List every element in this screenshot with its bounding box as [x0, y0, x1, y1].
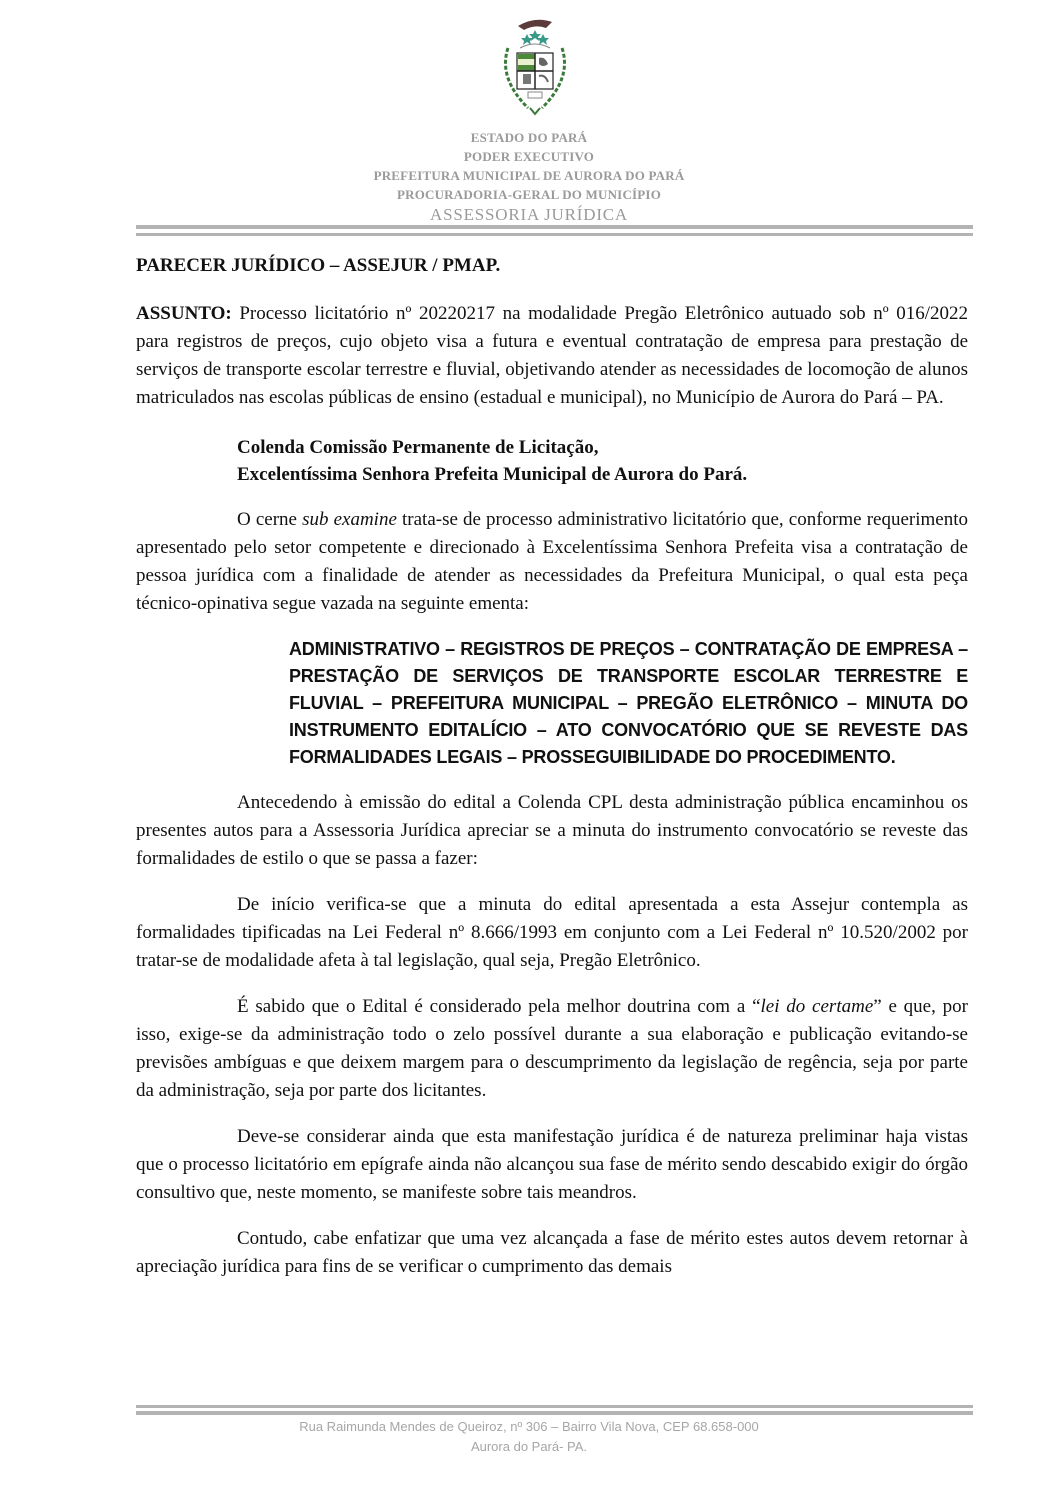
subject-text: Processo licitatório nº 20220217 na modalidade Pregão Eletrônico autuado sob nº 016/2022 para registros de preços, cujo objeto visa a futura e eventual contratação de empresa para prestação de serviços de transporte escolar terrestre e fluvial, objetivando atender as necessidades de locomoção de alunos matriculados nas escolas públicas de ensino (estadual e municipal), no Município de Aurora do Pará – PA. [136, 303, 968, 408]
ementa-block: ADMINISTRATIVO – REGISTROS DE PREÇOS – CONTRATAÇÃO DE EMPRESA – PRESTAÇÃO DE SERVIÇOS DE TRANSPORTE ESCOLAR TERRESTRE E FLUVIAL – PREFEITURA MUNICIPAL – PREGÃO ELETRÔNICO – MINUTA DO INSTRUMENTO EDITALÍCIO – ATO CONVOCATÓRIO QUE SE REVESTE DAS FORMALIDADES LEGAIS – PROSSEGUIBILIDADE DO PROCEDIMENTO. [289, 639, 968, 767]
letterhead-department: PROCURADORIA-GERAL DO MUNICÍPIO [396, 187, 662, 202]
page-footer [0, 1417, 1058, 1457]
paragraph-2: Antecedendo à emissão do edital a Colenda CPL desta administração pública encaminhou os presentes autos para a Assessoria Jurídica apreciar se a minuta do instrumento convocatório se reveste das formalidades de estilo o que se passa a fazer: [136, 792, 968, 869]
footer-divider-thin [136, 1405, 973, 1408]
paragraph-4-text-a: É sabido que o Edital é considerado pela melhor doutrina com a “ [237, 996, 761, 1017]
footer-divider-thick [136, 1411, 973, 1415]
salutation-line-2: Excelentíssima Senhora Prefeita Municipal de Aurora do Pará. [237, 464, 748, 485]
salutation-line-1: Colenda Comissão Permanente de Licitação, [237, 437, 599, 458]
paragraph-6: Contudo, cabe enfatizar que uma vez alcançada a fase de mérito estes autos devem retornar à apreciação jurídica para fins de se verificar o cumprimento das demais [136, 1228, 968, 1277]
header-divider-thin [136, 233, 973, 236]
subject-label: ASSUNTO: [136, 303, 232, 324]
subject-paragraph [136, 300, 968, 412]
letterhead-state: ESTADO DO PARÁ [470, 130, 588, 145]
paragraph-5: Deve-se considerar ainda que esta manifestação jurídica é de natureza preliminar haja vistas que o processo licitatório em epígrafe ainda não alcançou sua fase de mérito sendo descabido exigir do órgão consultivo que, neste momento, se manifeste sobre tais meandros. [136, 1126, 968, 1203]
paragraph-1-emphasis: sub examine [302, 509, 397, 530]
paragraph-1 [136, 506, 968, 618]
paragraph-3: De início verifica-se que a minuta do edital apresentada a esta Assejur contempla as formalidades tipificadas na Lei Federal nº 8.666/1993 em conjunto com a Lei Federal nº 10.520/2002 por tratar-se de modalidade afeta à tal legislação, qual seja, Pregão Eletrônico. [136, 894, 968, 971]
paragraph-4-emphasis: lei do certame [760, 996, 874, 1017]
paragraph-4 [136, 993, 968, 1105]
salutation [237, 434, 968, 488]
document-body [136, 252, 968, 1281]
footer-city: Aurora do Pará- PA. [470, 1439, 588, 1454]
document-title: PARECER JURÍDICO – ASSEJUR / PMAP. [136, 255, 501, 276]
coat-of-arms-icon [490, 8, 580, 116]
letterhead-municipality: PREFEITURA MUNICIPAL DE AURORA DO PARÁ [373, 168, 685, 183]
letterhead-branch: PODER EXECUTIVO [463, 149, 595, 164]
letterhead-office: ASSESSORIA JURÍDICA [430, 205, 628, 224]
footer-address: Rua Raimunda Mendes de Queiroz, nº 306 – Bairro Vila Nova, CEP 68.658-000 [299, 1419, 759, 1434]
paragraph-1-text-b: trata-se de processo administrativo licitatório que, conforme requerimento apresentado pelo setor competente e direcionado à Excelentíssima Senhora Prefeita visa a contratação de pessoa jurídica com a finalidade de atender as necessidades da Prefeitura Municipal, o qual esta peça técnico-opinativa segue vazada na seguinte ementa: [136, 509, 968, 614]
header-divider-thick [136, 225, 973, 229]
letterhead [0, 128, 1058, 226]
paragraph-4-text-b: ” e que, por isso, exige-se da administração todo o zelo possível durante a sua elaboração e publicação evitando-se previsões ambíguas e que deixem margem para o descumprimento da legislação de regência, seja por parte da administração, seja por parte dos licitantes. [136, 996, 968, 1101]
paragraph-1-text-a: O cerne [237, 509, 303, 530]
